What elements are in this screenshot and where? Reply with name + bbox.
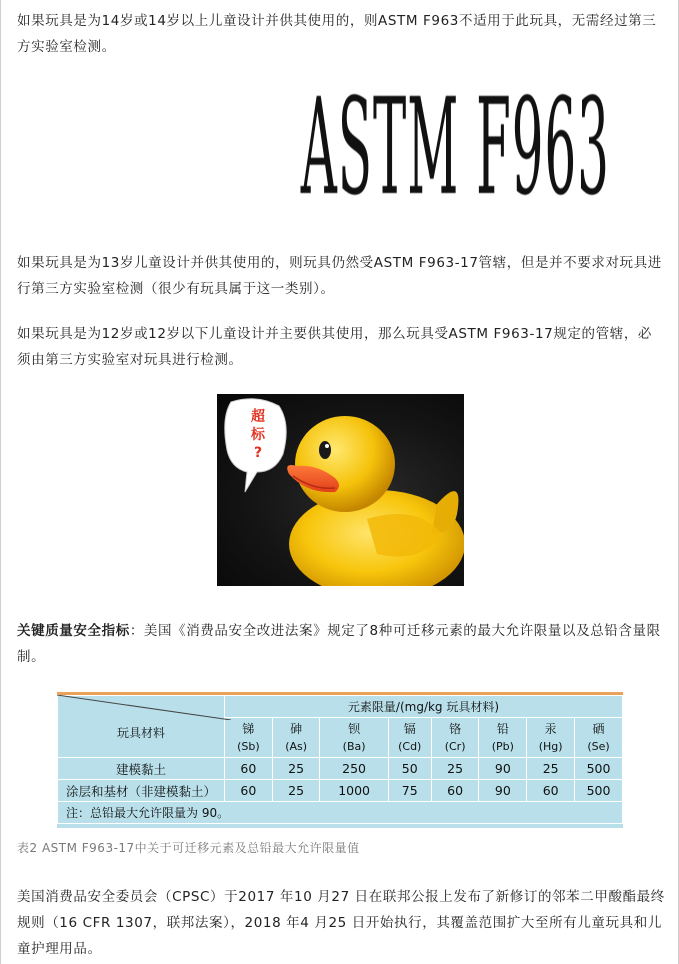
table-note: 注：总铅最大允许限量为 90。 <box>58 802 623 824</box>
element-symbol: (Hg) <box>538 739 563 753</box>
paragraph-astm-12-under: 如果玩具是为12岁或12岁以下儿童设计并主要供其使用，那么玩具受ASTM F963-17规定的管辖，必须由第三方实验室对玩具进行检测。 <box>17 326 653 368</box>
element-name: 硒 <box>592 721 605 736</box>
element-header-7 <box>575 718 623 758</box>
element-name: 砷 <box>290 721 303 736</box>
element-name: 镉 <box>403 721 416 736</box>
limit-value-cell: 60 <box>224 780 272 802</box>
material-cell: 建模黏土 <box>58 758 225 780</box>
limit-value-cell: 25 <box>272 758 320 780</box>
element-name: 钡 <box>348 721 361 736</box>
limit-value-cell: 90 <box>479 758 527 780</box>
limit-value-cell: 60 <box>527 780 575 802</box>
limit-value-cell: 60 <box>224 758 272 780</box>
key-indicators-label: 关键质量安全指标 <box>17 623 130 639</box>
element-name: 汞 <box>544 721 557 736</box>
element-header-0 <box>224 718 272 758</box>
paragraph-key-indicators <box>17 618 665 670</box>
element-header-5 <box>479 718 527 758</box>
limit-value-cell: 1000 <box>320 780 388 802</box>
element-header-2 <box>320 718 388 758</box>
element-header-6 <box>527 718 575 758</box>
limit-value-cell: 500 <box>575 758 623 780</box>
element-name: 铬 <box>449 721 462 736</box>
element-symbol: (Se) <box>587 739 610 753</box>
astm-f963-logo <box>241 68 610 225</box>
element-header-4 <box>431 718 479 758</box>
astm-logo-text: ASTM F963 <box>300 68 610 225</box>
element-header-3 <box>388 718 431 758</box>
table-row <box>58 780 623 802</box>
material-cell: 涂层和基材（非建模黏土） <box>58 780 225 802</box>
limit-value-cell: 50 <box>388 758 431 780</box>
table-row <box>58 758 623 780</box>
element-symbol: (As) <box>285 739 308 753</box>
limit-value-cell: 75 <box>388 780 431 802</box>
bubble-char-3: ? <box>253 445 263 461</box>
limit-value-cell: 25 <box>527 758 575 780</box>
element-symbol: (Pb) <box>491 739 514 753</box>
material-header-cell: 玩具材料 <box>58 696 225 758</box>
element-limit-table <box>57 692 623 828</box>
table-note-row <box>58 802 623 824</box>
element-symbol: (Sb) <box>237 739 260 753</box>
limit-value-cell: 500 <box>575 780 623 802</box>
table-caption: 表2 ASTM F963-17中关于可迁移元素及总铅最大允许限量值 <box>17 841 360 855</box>
table-diagonal-line <box>57 695 231 720</box>
limit-value-cell: 250 <box>320 758 388 780</box>
key-indicators-text: ：美国《消费品安全改进法案》规定了8种可迁移元素的最大允许限量以及总铅含量限制。 <box>17 623 661 665</box>
limit-value-cell: 90 <box>479 780 527 802</box>
rubber-duck-image <box>217 394 464 586</box>
bubble-char-2: 标 <box>251 427 265 443</box>
paragraph-cpsc-phthalate: 美国消费品安全委员会（CPSC）于2017 年10 月27 日在联邦公报上发布了新修订的邻苯二甲酸酯最终规则（16 CFR 1307，联邦法案），2018 年4 月25 日开始执行，其覆盖范围扩大至所有儿童玩具和儿童护理用品。 <box>17 889 665 957</box>
element-group-header: 元素限量/(mg/kg 玩具材料) <box>224 696 622 718</box>
limit-value-cell: 25 <box>272 780 320 802</box>
element-name: 铅 <box>496 721 509 736</box>
limit-value-cell: 25 <box>431 758 479 780</box>
paragraph-astm-13: 如果玩具是为13岁儿童设计并供其使用的，则玩具仍然受ASTM F963-17管辖，但是并不要求对玩具进行第三方实验室检测（很少有玩具属于这一类别）。 <box>17 255 662 297</box>
limit-value-cell: 60 <box>431 780 479 802</box>
element-symbol: (Ba) <box>342 739 366 753</box>
element-symbol: (Cd) <box>398 739 422 753</box>
bubble-char-1: 超 <box>251 409 265 425</box>
paragraph-astm-14-plus: 如果玩具是为14岁或14岁以上儿童设计并供其使用的，则ASTM F963不适用于此玩具，无需经过第三方实验室检测。 <box>17 13 657 55</box>
element-header-1 <box>272 718 320 758</box>
element-symbol: (Cr) <box>444 739 466 753</box>
element-name: 锑 <box>242 721 255 736</box>
